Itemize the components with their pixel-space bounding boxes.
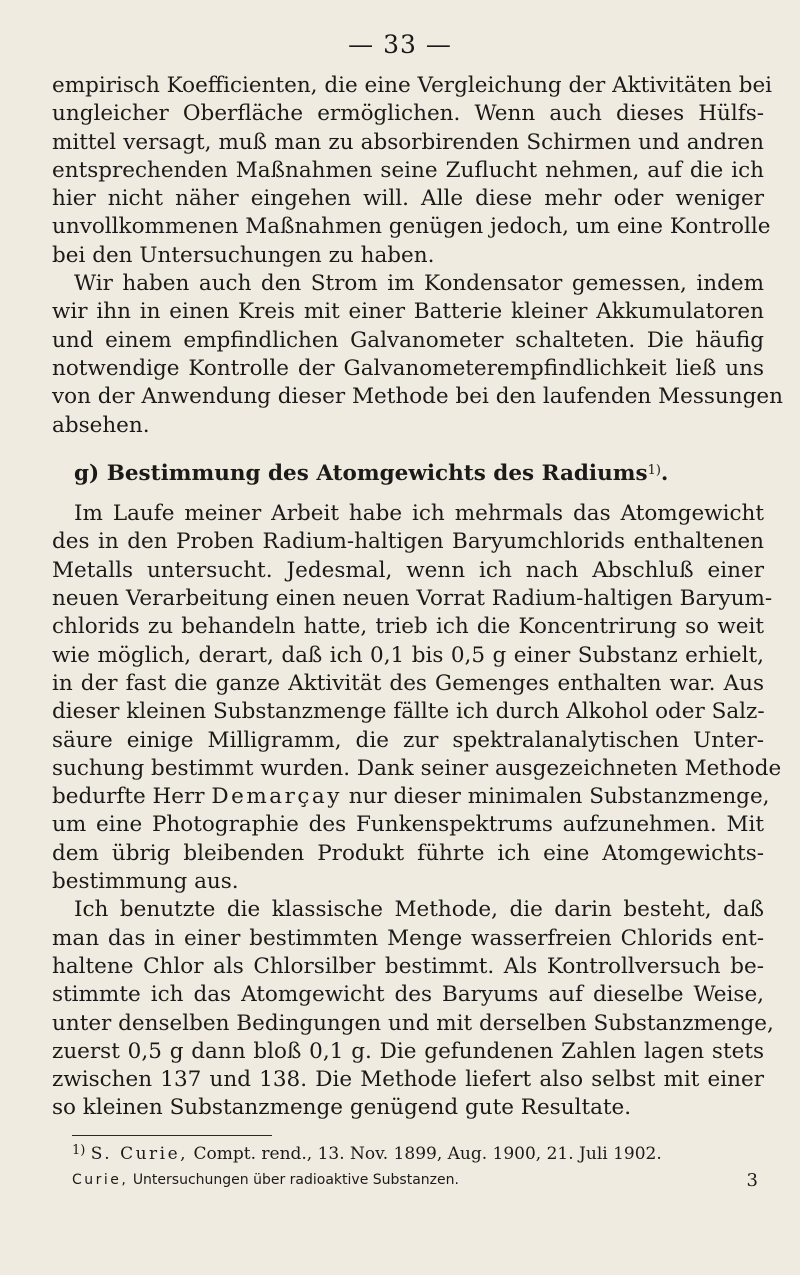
text-line: neuen Verarbeitung einen neuen Vorrat Radium-haltigen Baryum- <box>52 586 773 612</box>
paragraph-3 <box>52 500 782 896</box>
text-line: wir ihn in einen Kreis mit einer Batterie kleiner Akkumulatoren <box>52 299 764 325</box>
text-line: des in den Proben Radium-haltigen Baryumchlorids enthaltenen <box>52 529 764 555</box>
text-line: dieser kleinen Substanzmenge fällte ich durch Alkohol oder Salz- <box>52 699 765 725</box>
text-line: man das in einer bestimmten Menge wasserfreien Chlorids ent- <box>52 925 764 951</box>
main-text <box>52 72 783 1123</box>
text-line: zwischen 137 und 138. Die Methode liefert also selbst mit einer <box>52 1067 764 1093</box>
text-line: unter denselben Bedingungen und mit derselben Substanzmenge, <box>52 1010 774 1036</box>
signature-title: Untersuchungen über radioaktive Substanzen. <box>132 1172 459 1188</box>
footnote-author: S. Curie, <box>90 1144 189 1164</box>
page-number: — 33 — <box>348 30 452 59</box>
text-line: hier nicht näher eingehen will. Alle diese mehr oder weniger <box>52 186 764 212</box>
text-line: dem übrig bleibenden Produkt führte ich eine Atomgewichts- <box>52 840 764 866</box>
paragraph-1 <box>52 72 773 270</box>
footnote-divider <box>72 1135 272 1136</box>
text-line: bei den Untersuchungen zu haben. <box>52 242 435 268</box>
text-line: chlorids zu behandeln hatte, trieb ich die Koncentrirung so weit <box>52 614 764 640</box>
text-line: mittel versagt, muß man zu absorbirenden Schirmen und andren <box>52 129 764 155</box>
text-line: bestimmung aus. <box>52 869 239 895</box>
text-line <box>52 783 770 811</box>
paragraph-2 <box>52 270 783 440</box>
text-line: so kleinen Substanzmenge genügend gute Resultate. <box>52 1095 632 1121</box>
text-line: säure einige Milligramm, die zur spektralanalytischen Unter- <box>52 727 764 753</box>
section-heading-end: . <box>660 460 669 486</box>
text-line: in der fast die ganze Aktivität des Gemenges enthalten war. Aus <box>52 670 764 696</box>
text-line: ungleicher Oberfläche ermöglichen. Wenn auch dieses Hülfs- <box>52 101 764 127</box>
text-line: um eine Photographie des Funkenspektrums aufzunehmen. Mit <box>52 812 764 838</box>
text-line: von der Anwendung dieser Methode bei den laufenden Messungen <box>52 384 783 410</box>
text-line: absehen. <box>52 412 150 438</box>
signature-mark: 3 <box>746 1170 758 1191</box>
printer-signature <box>72 1170 758 1190</box>
text-line: unvollkommenen Maßnahmen genügen jedoch, um eine Kontrolle <box>52 214 771 240</box>
signature-author: Curie, <box>72 1172 129 1188</box>
person-name: Demarçay <box>211 784 342 810</box>
footnote-reference: 1) <box>647 462 661 478</box>
section-heading-text: g) Bestimmung des Atomgewichts des Radiums <box>74 460 648 486</box>
text-line: entsprechenden Maßnahmen seine Zuflucht nehmen, auf die ich <box>52 157 764 183</box>
text-fragment: nur dieser minimalen Substanzmenge, <box>348 784 770 810</box>
section-heading <box>52 460 764 488</box>
text-line: und einem empfindlichen Galvanometer schalteten. Die häufig <box>52 327 764 353</box>
text-line: Wir haben auch den Strom im Kondensator gemessen, indem <box>74 271 764 297</box>
text-line: stimmte ich das Atomgewicht des Baryums auf dieselbe Weise, <box>52 982 764 1008</box>
text-line: empirisch Koefficienten, die eine Vergleichung der Aktivitäten bei <box>52 73 773 98</box>
text-line: Im Laufe meiner Arbeit habe ich mehrmals das Atomgewicht <box>74 501 764 527</box>
text-line: wie möglich, derart, daß ich 0,1 bis 0,5 g einer Substanz erhielt, <box>52 642 764 668</box>
text-line: haltene Chlor als Chlorsilber bestimmt. Als Kontrollversuch be- <box>52 953 764 979</box>
text-line: Metalls untersucht. Jedesmal, wenn ich nach Abschluß einer <box>52 557 764 583</box>
text-line: zuerst 0,5 g dann bloß 0,1 g. Die gefundenen Zahlen lagen stets <box>52 1038 764 1064</box>
paragraph-4 <box>52 896 774 1122</box>
footnote-text: Compt. rend., 13. Nov. 1899, Aug. 1900, 21. Juli 1902. <box>193 1144 662 1164</box>
text-line: Ich benutzte die klassische Methode, die darin besteht, daß <box>74 897 764 923</box>
text-fragment: bedurfte Herr <box>52 784 205 810</box>
text-line: suchung bestimmt wurden. Dank seiner ausgezeichneten Methode <box>52 755 782 781</box>
text-line: notwendige Kontrolle der Galvanometerempfindlichkeit ließ uns <box>52 355 764 381</box>
footnote <box>72 1141 662 1167</box>
footnote-mark: 1) <box>72 1143 86 1158</box>
